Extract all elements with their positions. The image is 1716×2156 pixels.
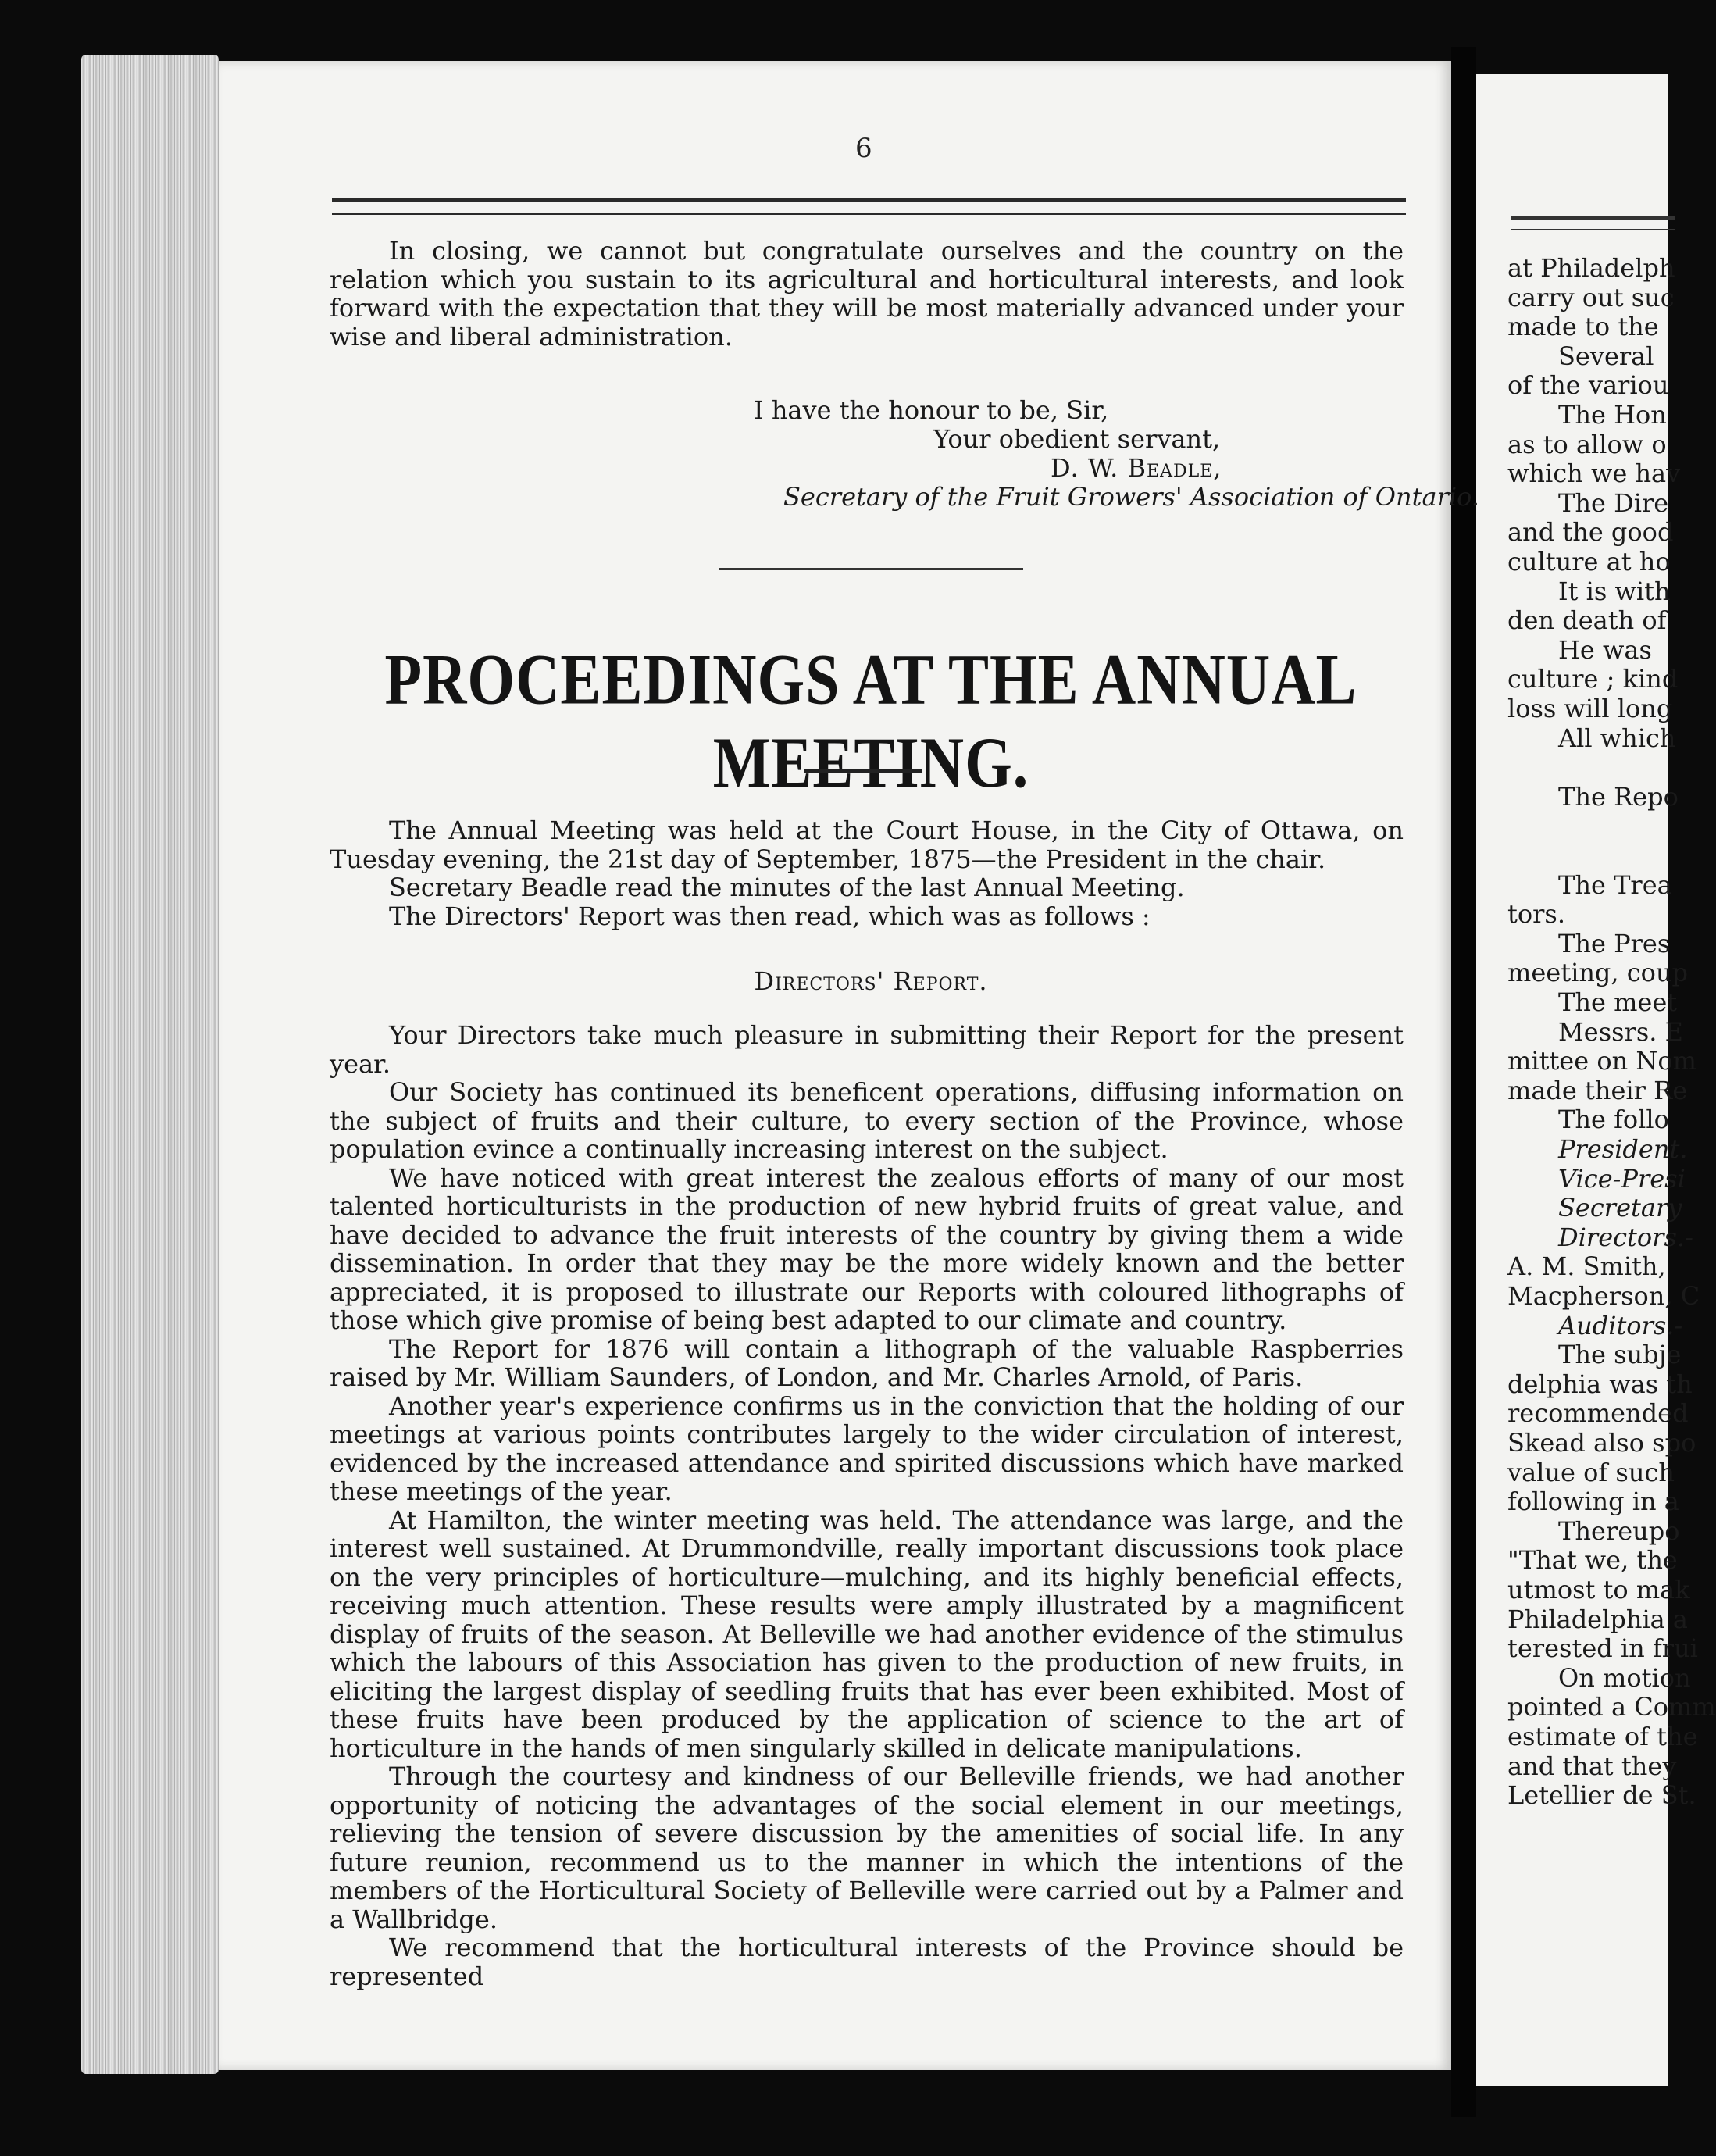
right-page-line: Messrs. E (1558, 1016, 1683, 1047)
right-page-line: den death of (1507, 605, 1667, 636)
right-page-line: The meet (1558, 987, 1678, 1017)
right-page-line: Vice-Presi (1558, 1163, 1686, 1194)
right-page-line: which we hav (1507, 459, 1681, 489)
right-page-line: The Hon (1558, 400, 1667, 430)
right-page-line: made their Re (1507, 1075, 1688, 1105)
page-number: 6 (855, 133, 872, 164)
right-page-line: and that they (1507, 1751, 1677, 1781)
right-page-line: The Pres (1558, 928, 1671, 958)
right-page-line: He was (1558, 634, 1652, 665)
right-page-line: Directors.- (1558, 1222, 1693, 1252)
right-page-line: following in a (1507, 1487, 1679, 1517)
right-page-line: Skead also spo (1507, 1428, 1696, 1458)
section-divider (719, 568, 1023, 570)
meeting-paragraphs (330, 816, 1404, 930)
right-page-line: The follo (1558, 1105, 1669, 1135)
signoff-name: D. W. Beadle, (1051, 453, 1222, 483)
right-page-line: It is with (1558, 576, 1671, 606)
closing-paragraph (330, 237, 1404, 351)
right-page-line: of the variou (1507, 370, 1669, 401)
report-paragraphs (330, 1021, 1404, 1990)
signoff-title: Secretary of the Fruit Growers' Association of Ontario. (783, 482, 1479, 512)
report-paragraph-4: The Report for 1876 will contain a lithograph of the valuable Raspberries raised by Mr. William Saunders, of London, and Mr. Charles Arnold, of Paris. (330, 1333, 1404, 1392)
signoff-servant: Your obedient servant, (933, 424, 1221, 454)
right-page-line: All which (1558, 723, 1676, 753)
right-page-line: recommended (1507, 1398, 1689, 1429)
report-paragraph-6: At Hamilton, the winter meeting was held. The attendance was large, and the interest well sustained. At Drummondville, really important discussions took place on the very principles of horticulture—mulching, and its highly beneficial effects, receiving much attention. These results were amply illustrated by a magnificent display of fruits of the season. At Belleville we had another evidence of the stimulus which the labours of this Association has given to the production of new fruits, in eliciting the largest display of seedling fruits that has ever been exhibited. Most of these fruits have been produced by the application of science to the art of horticulture in the hands of men singularly skilled in delicate manipulations. (330, 1505, 1404, 1763)
right-page-line: utmost to mak (1507, 1575, 1690, 1605)
report-paragraph-5: Another year's experience confirms us in the conviction that the holding of our meetings at various points contributes largely to the wider circulation of interest, evidenced by the increased attendance and spirited discussions which have marked these meetings of the year. (330, 1390, 1404, 1506)
right-page-line: A. M. Smith, (1507, 1251, 1666, 1282)
right-page-line: Thereupo (1558, 1515, 1680, 1546)
right-page-line: meeting, coup (1507, 958, 1689, 988)
right-page-line: as to allow o (1507, 429, 1667, 459)
meeting-paragraph-2: Secretary Beadle read the minutes of the last Annual Meeting. (389, 873, 1185, 902)
right-page-line: loss will long (1507, 694, 1673, 723)
book-page-edges (81, 55, 219, 2074)
right-page-line: On motion (1558, 1662, 1691, 1693)
right-page-line: pointed a Comm (1507, 1692, 1716, 1722)
right-page-header-rule (1511, 216, 1675, 230)
right-page-line: value of such (1507, 1457, 1675, 1487)
header-double-rule (332, 198, 1406, 215)
directors-report-heading: Directors' Report. (754, 966, 988, 996)
book-gutter (1451, 47, 1476, 2117)
right-page-line: Several (1558, 341, 1654, 371)
right-page-line: Auditors.- (1558, 1310, 1683, 1340)
report-paragraph-1: Your Directors take much pleasure in submitting their Report for the present year. (330, 1020, 1404, 1079)
right-page-line: at Philadelph (1507, 253, 1675, 283)
right-page-line: carry out suc (1507, 282, 1675, 312)
report-paragraph-2: Our Society has continued its beneficent operations, diffusing information on the subject of fruits and their culture, to every section of the Province, whose population evince a continually increasing interest on the subject. (330, 1077, 1404, 1164)
report-paragraph-8: We recommend that the horticultural interests of the Province should be represented (330, 1933, 1404, 1991)
right-page-line: terested in frui (1507, 1633, 1698, 1664)
right-page-line: "That we, the (1507, 1545, 1678, 1576)
signoff-honour: I have the honour to be, Sir, (754, 395, 1109, 425)
section-title: PROCEEDINGS AT THE ANNUAL MEETING. (384, 638, 1357, 802)
report-paragraph-7: Through the courtesy and kindness of our Belleville friends, we had another opportunity of noticing the advantages of the social element in our meetings, relieving the tension of severe discussion by the amenities of social life. In any future reunion, recommend us to the manner in which the intentions of the members of the Horticultural Society of Belleville were carried out by a Palmer and a Wallbridge. (330, 1762, 1404, 1934)
right-page-line: Philadelphia a (1507, 1604, 1688, 1634)
right-page-line: made to the (1507, 312, 1659, 342)
right-page-line: President. (1558, 1134, 1688, 1164)
right-page-line: tors. (1507, 899, 1566, 930)
right-page-line: The Repo (1558, 781, 1679, 812)
right-page-line: Letellier de St. (1507, 1780, 1696, 1811)
right-page-line: estimate of the (1507, 1722, 1698, 1751)
right-page-line: culture at ho (1507, 547, 1671, 576)
right-page-line: and the good (1507, 517, 1674, 548)
report-paragraph-3: We have noticed with great interest the zealous efforts of many of our most talented horticulturists in the production of new hybrid fruits of great value, and have decided to advance the fruit interests of the country by giving them a wide dissemination. In order that they may be the more widely known and the better appreciated, it is proposed to illustrate our Reports with coloured lithographs of those which give promise of being best adapted to our climate and country. (330, 1162, 1404, 1335)
right-page-line: Secretary (1558, 1193, 1682, 1223)
right-page-line: The subje (1558, 1340, 1682, 1370)
right-page-line: Macpherson, C (1507, 1281, 1700, 1311)
meeting-paragraph-3: The Directors' Report was then read, which was as follows : (389, 901, 1151, 931)
closing-paragraph-text: In closing, we cannot but congratulate ourselves and the country on the relation which you sustain to its agricultural and horticultural interests, and look forward with the expectation that they will be most materially advanced under your wise and liberal administration. (330, 236, 1404, 352)
meeting-paragraph-1: The Annual Meeting was held at the Court House, in the City of Ottawa, on Tuesday evening, the 21st day of September, 1875—the President in the chair. (330, 816, 1404, 874)
right-page-line: The Trea (1558, 869, 1672, 900)
right-page-line: delphia was th (1507, 1369, 1693, 1399)
title-underline-rule (804, 769, 922, 773)
right-page-line: The Dire (1558, 487, 1669, 518)
right-page-line: mittee on Nom (1507, 1046, 1696, 1076)
right-page-line: culture ; kind (1507, 664, 1679, 694)
